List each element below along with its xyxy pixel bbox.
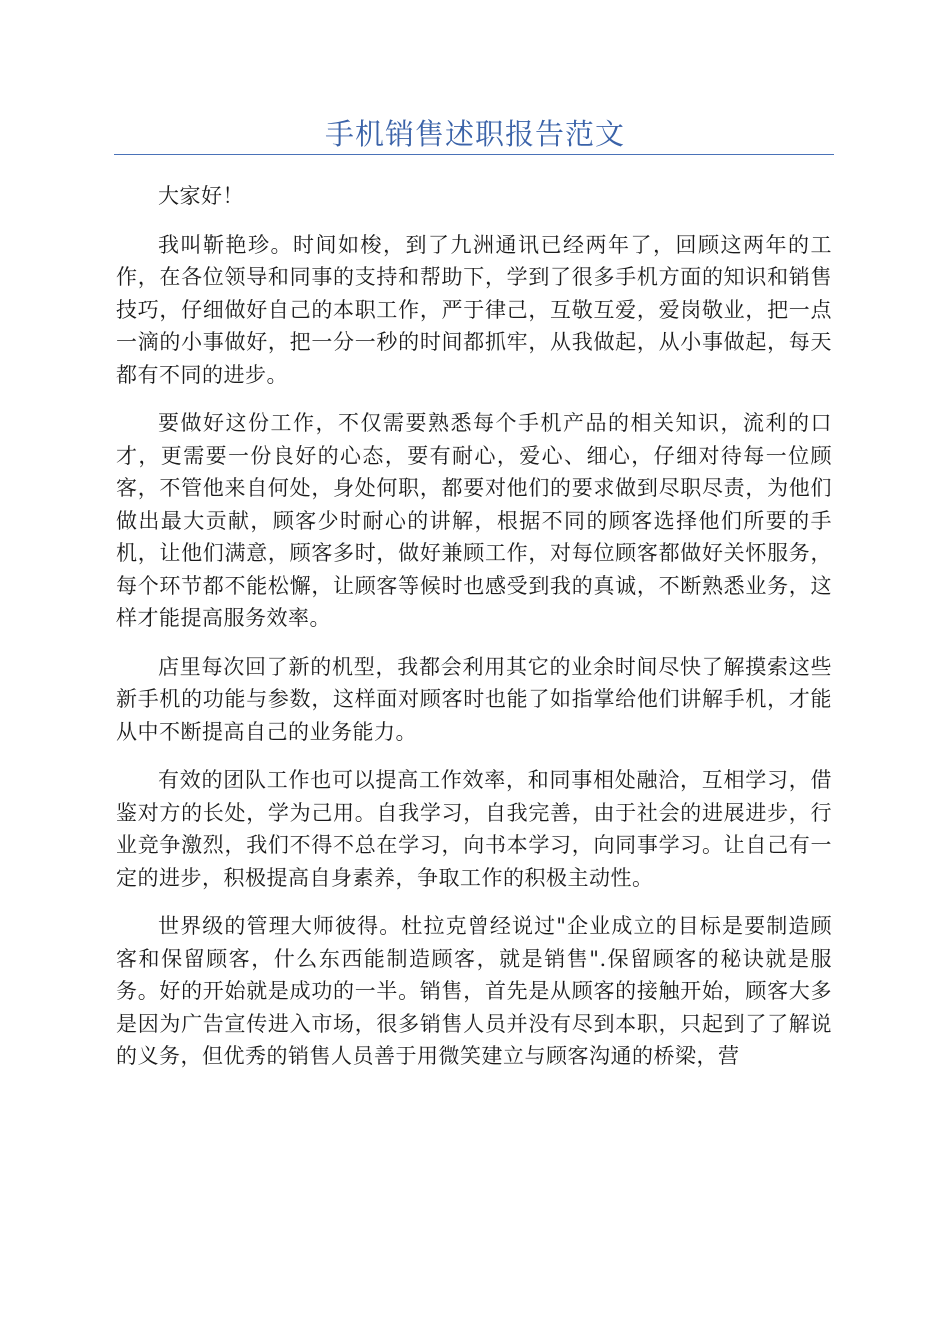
body-paragraph: 世界级的管理大师彼得。杜拉克曾经说过"企业成立的目标是要制造顾客和保留顾客，什么东西能制造顾客，就是销售".保留顾客的秘诀就是服务。好的开始就是成功的一半。销售，首先是从顾客的接触开始，顾客大多是因为广告宣传进入市场，很多销售人员并没有尽到本职，只起到了了解说的义务，但优秀的销售人员善于用微笑建立与顾客沟通的桥梁，营 xyxy=(116,914,832,1068)
body-paragraph: 要做好这份工作，不仅需要熟悉每个手机产品的相关知识，流利的口才，更需要一份良好的心态，要有耐心，爱心、细心，仔细对待每一位顾客，不管他来自何处，身处何职，都要对他们的要求做到尽职尽责，为他们做出最大贡献，顾客少时耐心的讲解，根据不同的顾客选择他们所要的手机，让他们满意，顾客多时，做好兼顾工作，对每位顾客都做好关怀服务，每个环节都不能松懈，让顾客等候时也感受到我的真诚，不断熟悉业务，这样才能提高服务效率。 xyxy=(116,411,832,630)
document-title: 手机销售述职报告范文 xyxy=(324,117,625,151)
body-paragraph: 有效的团队工作也可以提高工作效率，和同事相处融洽，互相学习，借鉴对方的长处，学为己用。自我学习，自我完善，由于社会的进展进步，行业竞争激烈，我们不得不总在学习，向书本学习，向同事学习。让自己有一定的进步，积极提高自身素养，争取工作的积极主动性。 xyxy=(116,768,832,890)
greeting-paragraph: 大家好！ xyxy=(158,184,244,208)
title-underline xyxy=(114,154,834,155)
document-body xyxy=(116,180,832,1089)
body-paragraph: 我叫靳艳珍。时间如梭，到了九洲通讯已经两年了，回顾这两年的工作，在各位领导和同事的支持和帮助下，学到了很多手机方面的知识和销售技巧，仔细做好自己的本职工作，严于律己，互敬互爱，爱岗敬业，把一点一滴的小事做好，把一分一秒的时间都抓牢，从我做起，从小事做起，每天都有不同的进步。 xyxy=(116,232,832,387)
body-paragraph: 店里每次回了新的机型，我都会利用其它的业余时间尽快了解摸索这些新手机的功能与参数，这样面对顾客时也能了如指掌给他们讲解手机，才能从中不断提高自己的业务能力。 xyxy=(116,654,832,744)
